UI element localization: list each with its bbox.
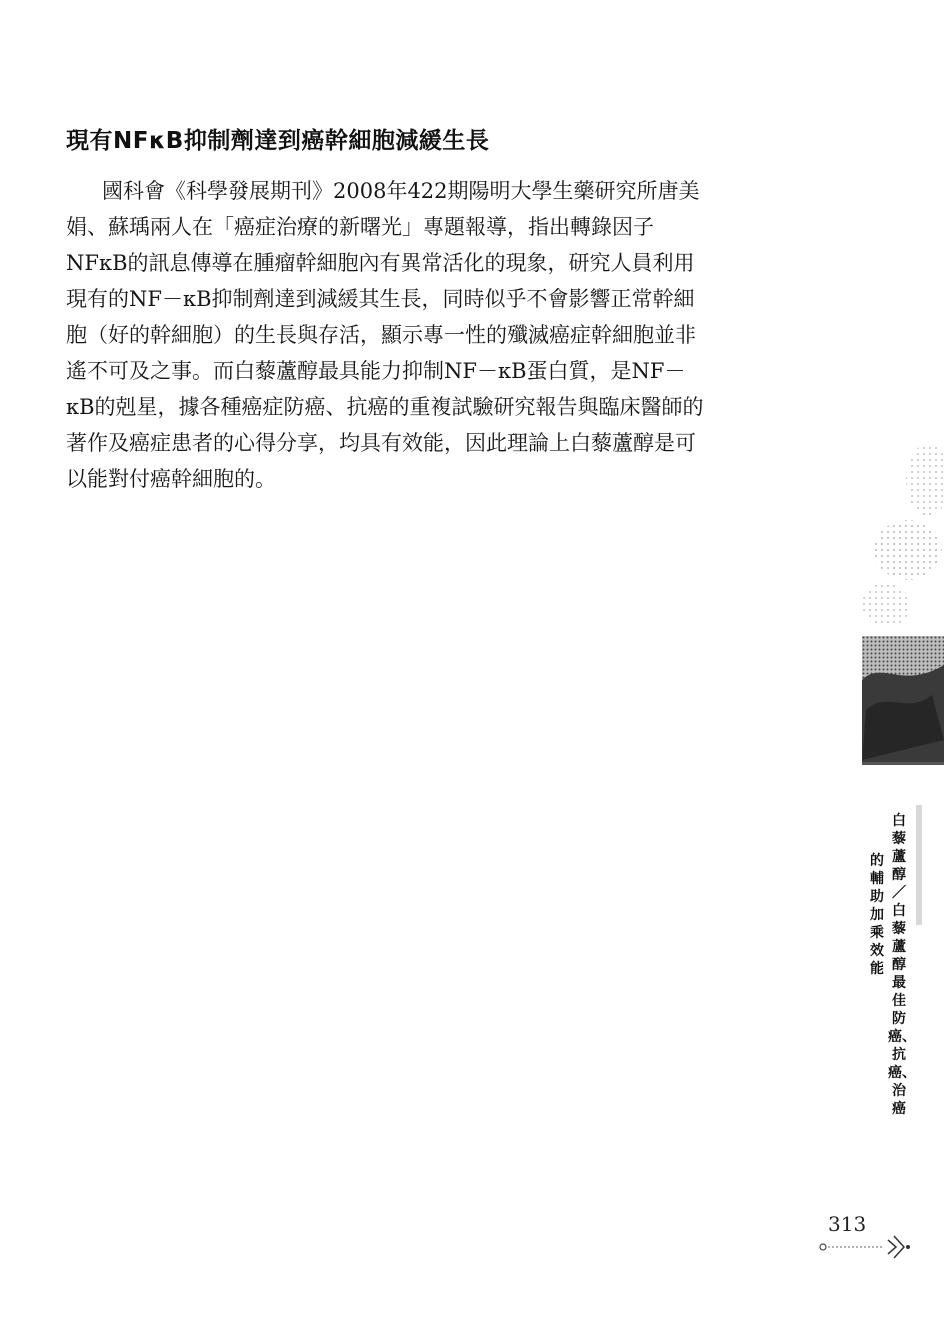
page-ornament-icon (818, 1232, 914, 1262)
paragraph-line: 胞（好的幹細胞）的生長與存活，顯示專一性的殲滅癌症幹細胞並非 (66, 323, 696, 347)
sidebar-decorative-strip (912, 805, 926, 925)
section-heading: 現有NFκB抑制劑達到癌幹細胞減緩生長 (66, 128, 490, 154)
paragraph-line: 著作及癌症患者的心得分享，均具有效能，因此理論上白藜蘆醇是可 (66, 431, 696, 455)
side-decorative-image (862, 440, 944, 765)
sidebar-chapter-subtitle: 的輔助加乘效能 (870, 853, 884, 977)
paragraph-line: κB的剋星，據各種癌症防癌、抗癌的重複試驗研究報告與臨床醫師的 (66, 395, 704, 419)
sidebar-chapter-title: 白藜蘆醇／白藜蘆醇最佳防癌、抗癌、治癌 (888, 813, 916, 1117)
paragraph-line: 以能對付癌幹細胞的。 (66, 467, 276, 491)
page-number: 313 (828, 1212, 867, 1236)
paragraph-line: 現有的NF－κB抑制劑達到減緩其生長，同時似乎不會影響正常幹細 (66, 287, 695, 311)
paragraph-line: 國科會《科學發展期刊》2008年422期陽明大學生藥研究所唐美 (102, 179, 700, 203)
paragraph-line: 娟、蘇瑀兩人在「癌症治療的新曙光」專題報導，指出轉錄因子 (66, 215, 654, 239)
paragraph-line: NFκB的訊息傳導在腫瘤幹細胞內有異常活化的現象，研究人員利用 (66, 251, 695, 275)
paragraph-line: 遙不可及之事。而白藜蘆醇最具能力抑制NF－κB蛋白質，是NF－ (66, 359, 686, 383)
